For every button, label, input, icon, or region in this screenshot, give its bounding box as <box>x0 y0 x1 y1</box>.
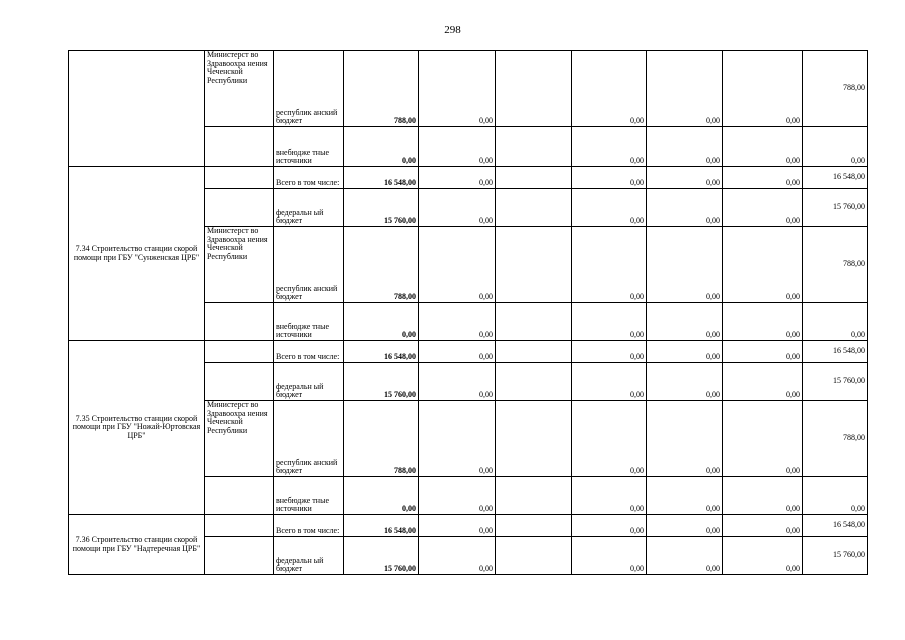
funding-source: Всего в том числе: <box>274 167 344 189</box>
amount-cell-col-2: 0,00 <box>419 127 496 167</box>
amount-cell-col-2: 0,00 <box>419 477 496 515</box>
amount-cell-col-4: 0,00 <box>572 401 647 477</box>
executor-cell <box>205 515 274 537</box>
amount-cell-col-1: 0,00 <box>344 127 419 167</box>
amount-cell-col-1: 0,00 <box>344 477 419 515</box>
amount-cell-col-2: 0,00 <box>419 537 496 575</box>
amount-cell-col-1: 15 760,00 <box>344 537 419 575</box>
amount-cell-col-7: 0,00 <box>803 477 868 515</box>
amount-cell-col-2: 0,00 <box>419 227 496 303</box>
amount-cell-col-4: 0,00 <box>572 341 647 363</box>
amount-cell-col-5: 0,00 <box>647 127 723 167</box>
amount-cell-col-3 <box>496 515 572 537</box>
amount-cell-col-6: 0,00 <box>723 127 803 167</box>
amount-cell-col-7: 16 548,00 <box>803 341 868 363</box>
funding-source: республик анский бюджет <box>274 227 344 303</box>
table-row <box>69 341 868 363</box>
amount-cell-col-6: 0,00 <box>723 189 803 227</box>
amount-cell-col-1: 788,00 <box>344 51 419 127</box>
amount-cell-col-5: 0,00 <box>647 189 723 227</box>
amount-cell-col-6: 0,00 <box>723 167 803 189</box>
amount-cell-col-5: 0,00 <box>647 51 723 127</box>
amount-cell-col-2: 0,00 <box>419 51 496 127</box>
amount-cell-col-5: 0,00 <box>647 477 723 515</box>
funding-source: внебюдже тные источники <box>274 127 344 167</box>
amount-cell-col-2: 0,00 <box>419 341 496 363</box>
executor-cell <box>205 303 274 341</box>
amount-cell-col-3 <box>496 537 572 575</box>
amount-cell-col-6: 0,00 <box>723 515 803 537</box>
amount-cell-col-5: 0,00 <box>647 537 723 575</box>
amount-cell-col-7: 788,00 <box>803 227 868 303</box>
amount-cell-col-6: 0,00 <box>723 401 803 477</box>
amount-cell-col-6: 0,00 <box>723 477 803 515</box>
table-row <box>69 51 868 127</box>
amount-cell-col-3 <box>496 227 572 303</box>
amount-cell-col-7: 15 760,00 <box>803 363 868 401</box>
amount-cell-col-3 <box>496 189 572 227</box>
amount-cell-col-7: 788,00 <box>803 401 868 477</box>
amount-cell-col-1: 788,00 <box>344 227 419 303</box>
amount-cell-col-1: 15 760,00 <box>344 363 419 401</box>
amount-cell-col-1: 788,00 <box>344 401 419 477</box>
funding-source: федеральн ый бюджет <box>274 189 344 227</box>
item-description: 7.36 Строительство станции скорой помощи при ГБУ "Надтеречная ЦРБ" <box>69 515 205 575</box>
amount-cell-col-3 <box>496 401 572 477</box>
amount-cell-col-3 <box>496 477 572 515</box>
executor-cell <box>205 167 274 189</box>
amount-cell-col-5: 0,00 <box>647 515 723 537</box>
funding-source: республик анский бюджет <box>274 51 344 127</box>
page-number: 298 <box>444 24 461 36</box>
amount-cell-col-5: 0,00 <box>647 401 723 477</box>
amount-cell-col-7: 15 760,00 <box>803 537 868 575</box>
executor-cell <box>205 341 274 363</box>
amount-cell-col-7: 15 760,00 <box>803 189 868 227</box>
amount-cell-col-4: 0,00 <box>572 477 647 515</box>
amount-cell-col-7: 16 548,00 <box>803 515 868 537</box>
amount-cell-col-2: 0,00 <box>419 303 496 341</box>
amount-cell-col-6: 0,00 <box>723 341 803 363</box>
amount-cell-col-2: 0,00 <box>419 363 496 401</box>
amount-cell-col-1: 16 548,00 <box>344 341 419 363</box>
amount-cell-col-1: 0,00 <box>344 303 419 341</box>
amount-cell-col-3 <box>496 51 572 127</box>
amount-cell-col-5: 0,00 <box>647 341 723 363</box>
amount-cell-col-2: 0,00 <box>419 167 496 189</box>
table-row <box>69 515 868 537</box>
amount-cell-col-5: 0,00 <box>647 363 723 401</box>
funding-source: Всего в том числе: <box>274 341 344 363</box>
amount-cell-col-4: 0,00 <box>572 227 647 303</box>
amount-cell-col-3 <box>496 167 572 189</box>
amount-cell-col-2: 0,00 <box>419 401 496 477</box>
amount-cell-col-3 <box>496 363 572 401</box>
amount-cell-col-7: 0,00 <box>803 303 868 341</box>
amount-cell-col-1: 16 548,00 <box>344 515 419 537</box>
budget-table <box>68 50 868 575</box>
amount-cell-col-1: 16 548,00 <box>344 167 419 189</box>
executor-cell <box>205 127 274 167</box>
executor-cell <box>205 363 274 401</box>
amount-cell-col-4: 0,00 <box>572 127 647 167</box>
executor-cell <box>205 189 274 227</box>
amount-cell-col-6: 0,00 <box>723 537 803 575</box>
amount-cell-col-6: 0,00 <box>723 227 803 303</box>
amount-cell-col-6: 0,00 <box>723 363 803 401</box>
amount-cell-col-1: 15 760,00 <box>344 189 419 227</box>
executor-cell <box>205 477 274 515</box>
amount-cell-col-6: 0,00 <box>723 51 803 127</box>
amount-cell-col-7: 788,00 <box>803 51 868 127</box>
funding-source: Всего в том числе: <box>274 515 344 537</box>
amount-cell-col-7: 0,00 <box>803 127 868 167</box>
executor-cell: Министерст во Здравоохра нения Чеченской Республики <box>205 51 274 127</box>
item-description: 7.34 Строительство станции скорой помощи при ГБУ "Сунженская ЦРБ" <box>69 167 205 341</box>
executor-cell: Министерст во Здравоохра нения Чеченской Республики <box>205 227 274 303</box>
funding-source: федеральн ый бюджет <box>274 537 344 575</box>
table-row <box>69 167 868 189</box>
funding-source: республик анский бюджет <box>274 401 344 477</box>
amount-cell-col-4: 0,00 <box>572 303 647 341</box>
amount-cell-col-4: 0,00 <box>572 363 647 401</box>
amount-cell-col-4: 0,00 <box>572 51 647 127</box>
funding-source: внебюдже тные источники <box>274 477 344 515</box>
amount-cell-col-5: 0,00 <box>647 303 723 341</box>
item-cell-continued <box>69 51 205 167</box>
executor-cell: Министерст во Здравоохра нения Чеченской Республики <box>205 401 274 477</box>
amount-cell-col-4: 0,00 <box>572 189 647 227</box>
amount-cell-col-4: 0,00 <box>572 537 647 575</box>
amount-cell-col-4: 0,00 <box>572 167 647 189</box>
amount-cell-col-3 <box>496 303 572 341</box>
item-description: 7.35 Строительство станции скорой помощи при ГБУ "Ножай-Юртовская ЦРБ" <box>69 341 205 515</box>
amount-cell-col-5: 0,00 <box>647 167 723 189</box>
amount-cell-col-6: 0,00 <box>723 303 803 341</box>
amount-cell-col-5: 0,00 <box>647 227 723 303</box>
funding-source: федеральн ый бюджет <box>274 363 344 401</box>
amount-cell-col-4: 0,00 <box>572 515 647 537</box>
amount-cell-col-7: 16 548,00 <box>803 167 868 189</box>
funding-source: внебюдже тные источники <box>274 303 344 341</box>
amount-cell-col-2: 0,00 <box>419 189 496 227</box>
amount-cell-col-3 <box>496 341 572 363</box>
amount-cell-col-3 <box>496 127 572 167</box>
executor-cell <box>205 537 274 575</box>
amount-cell-col-2: 0,00 <box>419 515 496 537</box>
